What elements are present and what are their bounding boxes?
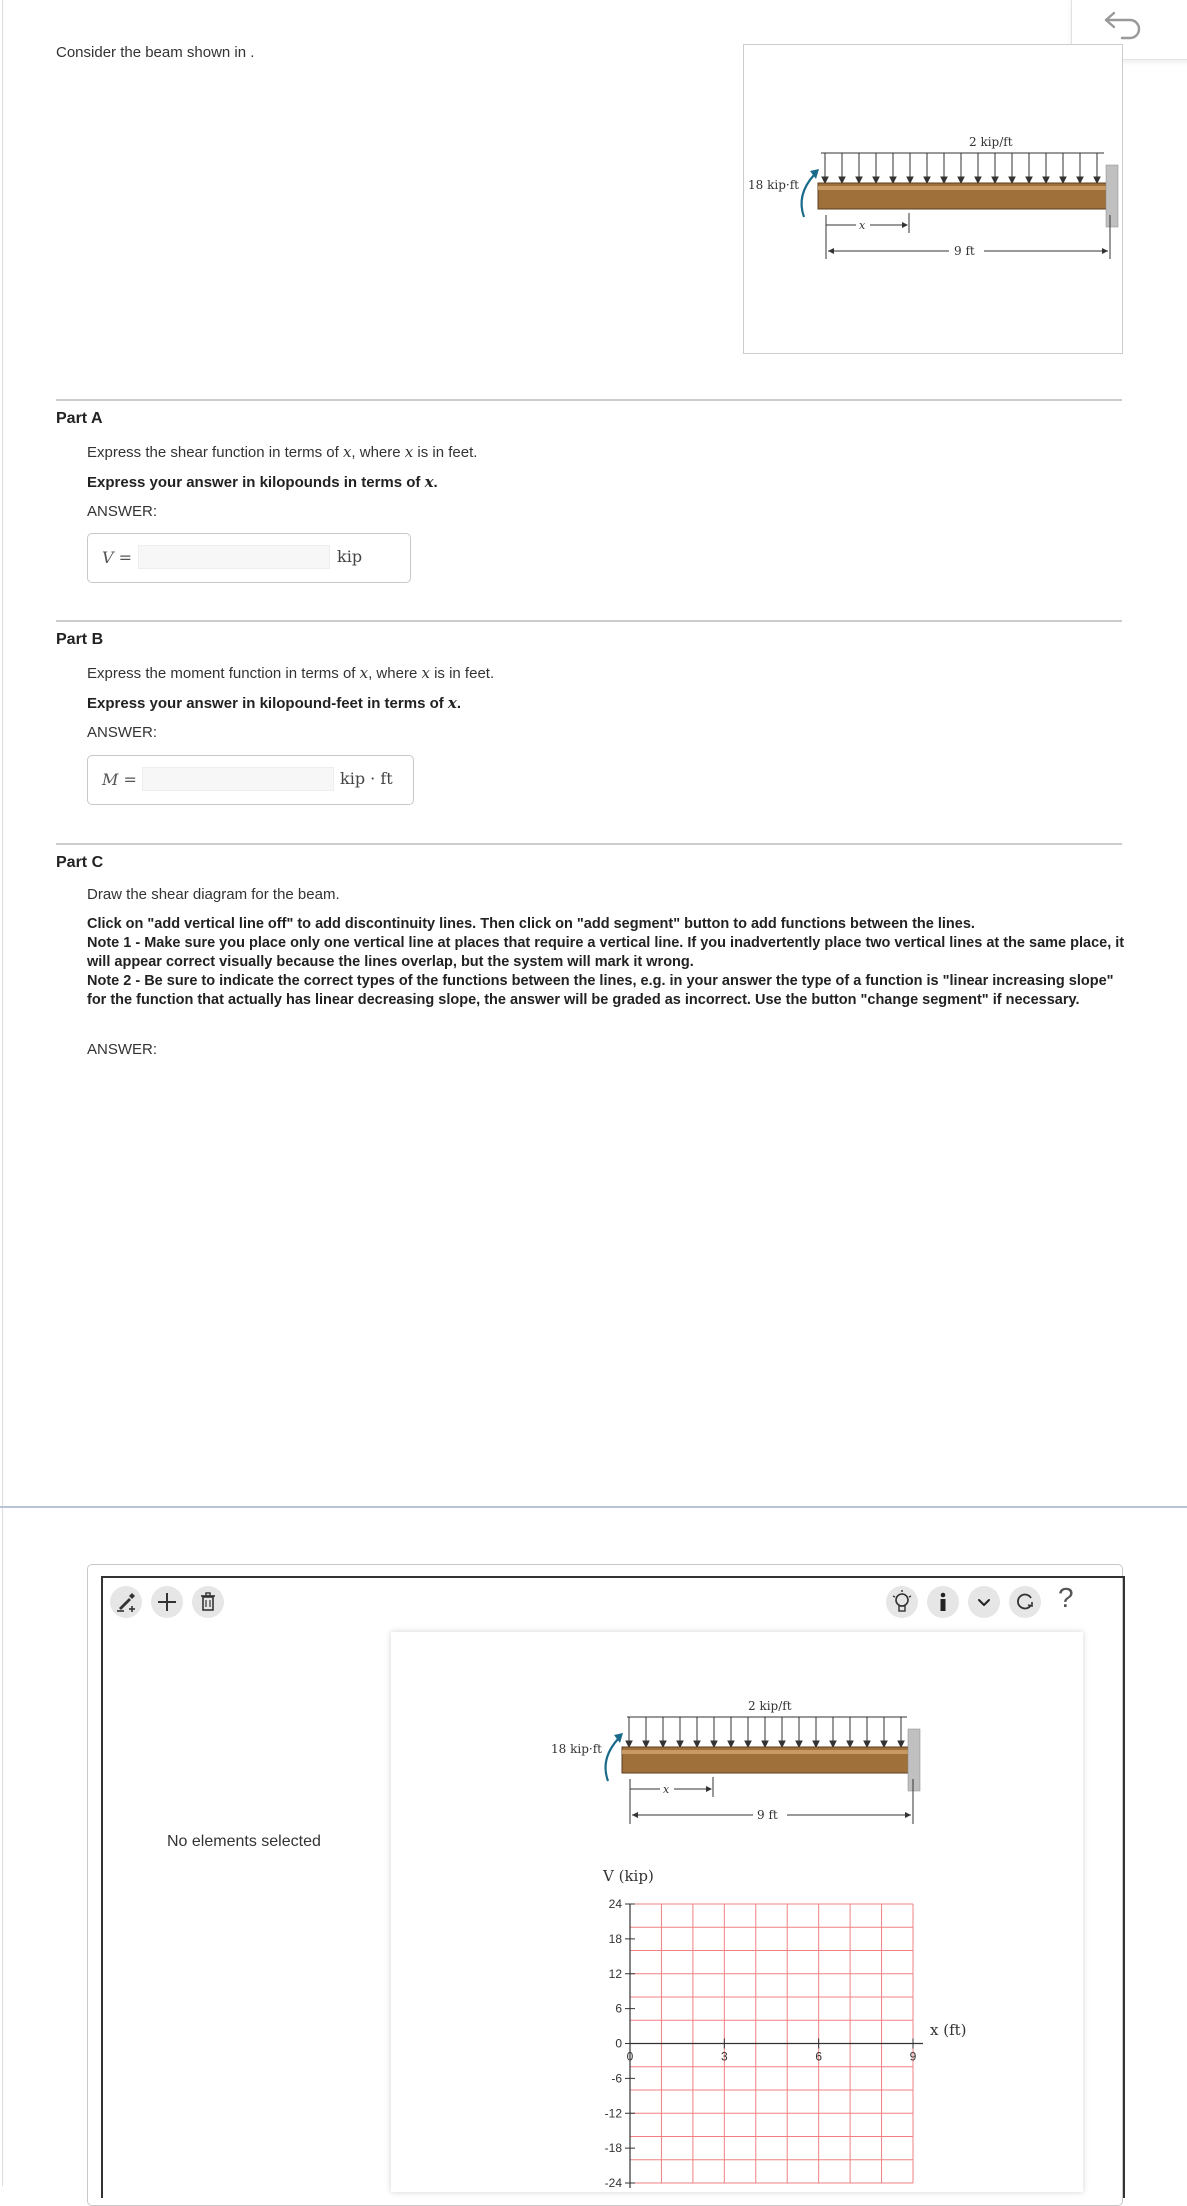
moment-arrow: [802, 175, 814, 217]
part-b-answer-format: Express your answer in kilopound-feet in terms of x.: [87, 694, 462, 712]
part-c-prompt: Draw the shear diagram for the beam.: [87, 886, 340, 903]
part-a-answer-format: Express your answer in kilopounds in terms of x.: [87, 473, 438, 491]
y-tick-label: 24: [608, 1897, 622, 1911]
add-vertical-line-button[interactable]: [110, 1586, 142, 1618]
selection-status: No elements selected: [167, 1833, 321, 1850]
x-tick-label: 6: [815, 2049, 823, 2064]
problem-intro: Consider the beam shown in .: [56, 44, 255, 61]
info-button[interactable]: [927, 1586, 959, 1618]
part-c-divider: [56, 843, 1122, 845]
add-icon: [151, 1586, 183, 1618]
y-axis-label: V (kip): [603, 1867, 654, 1885]
info-icon: [927, 1586, 959, 1618]
part-b-answer-label: ANSWER:: [87, 724, 158, 741]
part-a-prompt: Express the shear function in terms of x, where x is in feet.: [87, 443, 478, 461]
y-tick-label: 12: [608, 1966, 622, 1981]
help-icon[interactable]: ?: [1058, 1582, 1074, 1613]
part-a-divider: [56, 399, 1122, 401]
x-axis-ticks: [627, 2039, 917, 2064]
part-c-title: Part C: [56, 854, 104, 871]
graph-canvas[interactable]: [391, 1632, 1083, 2192]
x-axis-label: x (ft): [930, 2021, 967, 2039]
trash-icon: [192, 1586, 224, 1618]
part-a-answer-box: [87, 533, 411, 583]
canvas-beam-figure: [551, 1699, 920, 1824]
shear-unit: kip: [337, 547, 363, 566]
length-label: 9 ft: [954, 244, 975, 258]
fixed-support: [1106, 165, 1118, 227]
hint-button[interactable]: [886, 1586, 918, 1618]
load-label: 2 kip/ft: [969, 135, 1013, 149]
graph-grid: [630, 1904, 923, 2188]
x-tick-label: 0: [626, 2049, 634, 2064]
y-tick-label: -12: [604, 2106, 622, 2121]
part-a-answer-label: ANSWER:: [87, 503, 158, 520]
canvas-load-label: 2 kip/ft: [748, 1699, 792, 1713]
y-tick-label: 18: [608, 1931, 622, 1946]
delete-button[interactable]: [192, 1586, 224, 1618]
y-tick-label: -6: [611, 2071, 622, 2086]
canvas-moment-label: 18 kip·ft: [551, 1742, 602, 1756]
shear-function-input[interactable]: [138, 545, 330, 569]
y-tick-label: -24: [604, 2176, 622, 2190]
reset-icon: [1009, 1586, 1041, 1618]
part-b-answer-box: [87, 755, 414, 805]
x-dimension-label: x: [859, 219, 866, 232]
section-separator: [0, 1506, 1187, 1508]
part-c-answer-label: ANSWER:: [87, 1041, 158, 1058]
page-left-border: [2, 0, 3, 2186]
y-tick-label: 6: [615, 2001, 622, 2016]
shear-symbol: V =: [102, 548, 133, 567]
beam-figure: [743, 44, 1123, 354]
part-c-instructions: Click on "add vertical line off" to add discontinuity lines. Then click on "add segment" button to add functions between the lines. Note 1 - Make sure you place only one vertical line at places that require a vertical line. If you inadvertently place two vertical lines at the same place, it will appear correct visually because the lines overlap, but the system will mark it wrong. Note 2 - Be sure to indicate the correct types of the functions between the lines, e.g. in your answer the type of a function is "linear increasing slope" for the function that actually has linear decreasing slope, the answer will be graded as incorrect. Use the button "change segment" if necessary.: [87, 916, 1125, 1008]
part-b-divider: [56, 620, 1122, 622]
part-b-prompt: Express the moment function in terms of x, where x is in feet.: [87, 664, 495, 682]
draw-line-icon: [110, 1586, 142, 1618]
part-a-title: Part A: [56, 410, 103, 427]
undo-icon[interactable]: [1102, 5, 1146, 41]
moment-unit: kip · ft: [340, 769, 393, 788]
beam-diagram: [744, 45, 1122, 353]
more-options-button[interactable]: [968, 1586, 1000, 1618]
x-tick-label: 9: [909, 2049, 917, 2064]
moment-label: 18 kip·ft: [748, 178, 799, 192]
add-segment-button[interactable]: [151, 1586, 183, 1618]
shear-diagram-area[interactable]: [391, 1632, 1083, 2192]
y-tick-label: 0: [615, 2036, 622, 2051]
part-b-title: Part B: [56, 631, 104, 648]
x-tick-label: 3: [720, 2049, 728, 2064]
reset-button[interactable]: [1009, 1586, 1041, 1618]
canvas-x-label: x: [663, 1783, 670, 1796]
moment-function-input[interactable]: [142, 767, 334, 791]
hint-icon: [886, 1586, 918, 1618]
chevron-down-icon: [968, 1586, 1000, 1618]
canvas-length-label: 9 ft: [757, 1808, 778, 1822]
distributed-load-arrows: [822, 153, 1100, 183]
y-tick-label: -18: [604, 2141, 622, 2156]
moment-symbol: M =: [102, 770, 137, 789]
